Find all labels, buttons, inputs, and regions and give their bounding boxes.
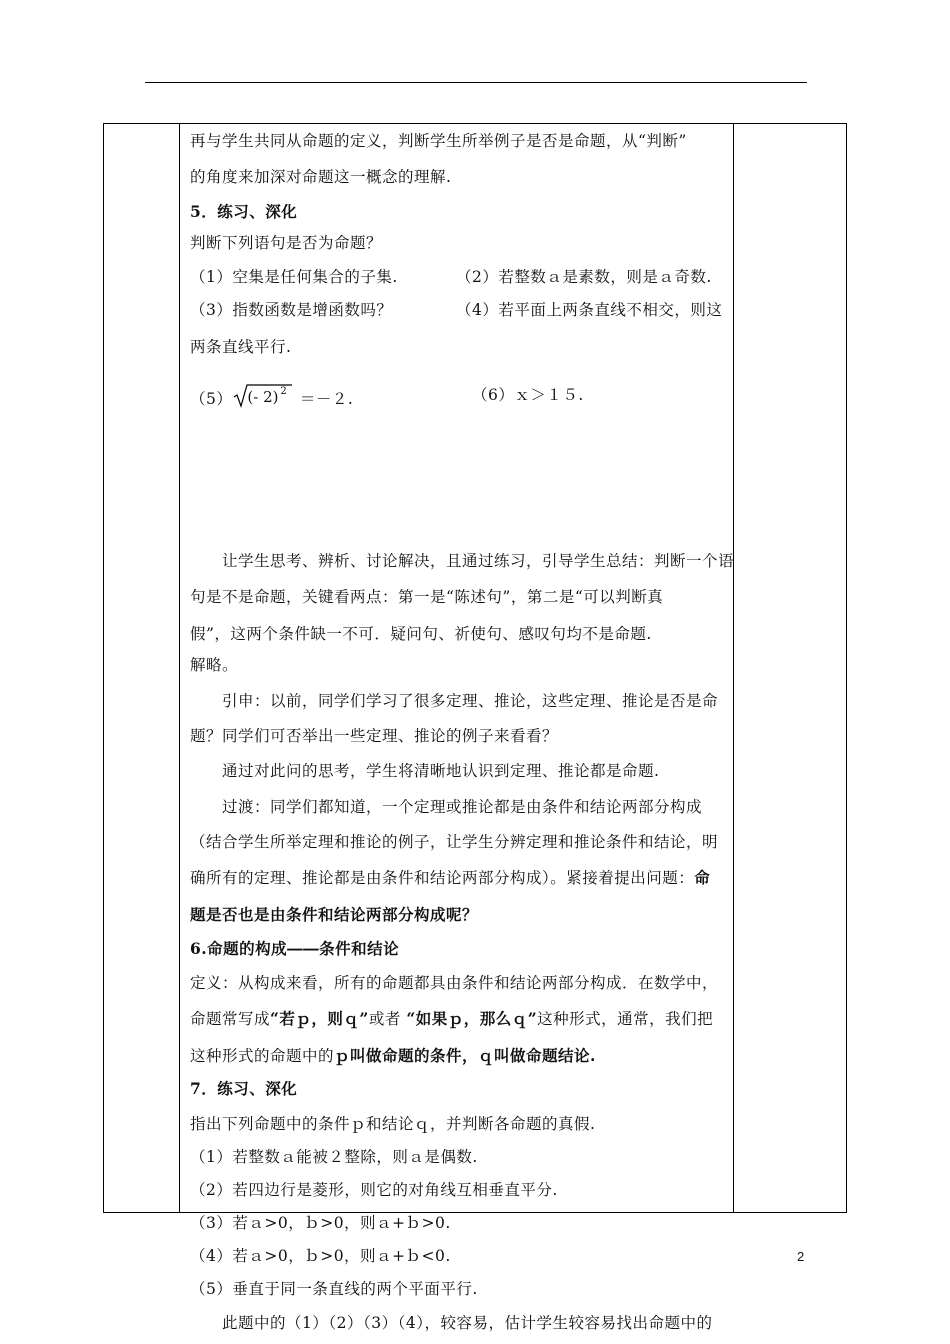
bold-span: 命 [694,868,711,887]
exercise-item: （3）若ａ>0，ｂ>0，则ａ+ｂ>0. [190,1214,451,1232]
header-rule [145,82,807,83]
text-line [190,868,710,888]
section-heading: 6.命题的构成――条件和结论 [190,939,400,958]
text-line: 句是不是命题，关键看两点：第一是“陈述句”，第二是“可以判断真 [190,588,664,606]
section-heading: 7．练习、深化 [190,1079,298,1098]
exercise-item: （6）ｘ＞１５. [472,386,584,404]
text-span: 或者 [368,1010,401,1028]
text-span: 这种形式的命题中的 [190,1047,335,1065]
bold-span: “若ｐ，则ｑ” [270,1009,369,1028]
exercise-item: （1）空集是任何集合的子集. [190,268,398,286]
exercise-item-5 [190,384,353,409]
bold-span: “如果ｐ，那么ｑ” [406,1009,538,1028]
sqrt-radicand: (- 2) [247,388,279,406]
exercise-label: （5） [190,390,233,408]
text-line: 定义：从构成来看，所有的命题都具由条件和结论两部分构成．在数学中， [190,974,719,992]
page-number: 2 [797,1249,805,1264]
text-line: 的角度来加深对命题这一概念的理解. [190,168,452,186]
text-line: 指出下列命题中的条件ｐ和结论ｑ，并判断各命题的真假. [190,1115,596,1133]
column-divider-left [179,124,180,1212]
text-line: 两条直线平行. [190,338,292,356]
text-line: 此题中的（1）（2）（3）（4），较容易，估计学生较容易找出命题中的 [222,1314,713,1332]
text-line [190,1046,596,1066]
text-line: 通过对此问的思考，学生将清晰地认识到定理、推论都是命题. [222,762,660,780]
section-heading: 5．练习、深化 [190,202,298,221]
text-line: 假”，这两个条件缺一不可．疑问句、祈使句、感叹句均不是命题. [190,625,652,643]
text-line: 引申：以前，同学们学习了很多定理、推论，这些定理、推论是否是命 [222,692,719,710]
text-line: （结合学生所举定理和推论的例子，让学生分辨定理和推论条件和结论，明 [190,833,719,851]
sqrt-expression [232,384,294,408]
text-line: 题？同学们可否举出一些定理、推论的例子来看看？ [190,727,559,745]
exercise-item: （5）垂直于同一条直线的两个平面平行. [190,1280,478,1298]
sqrt-exponent: 2 [280,386,288,397]
exercise-item: （4）若ａ>0，ｂ>0，则ａ+ｂ<0. [190,1247,451,1265]
text-line: 让学生思考、辨析、讨论解决，且通过练习，引导学生总结：判断一个语 [222,552,735,570]
exercise-item: （3）指数函数是增函数吗？ [190,301,393,319]
column-divider-right [733,124,734,1212]
text-span: 确所有的定理、推论都是由条件和结论两部分构成）。紧接着提出问题： [190,869,695,887]
text-line: 过渡：同学们都知道，一个定理或推论都是由条件和结论两部分构成 [222,798,703,816]
exercise-item: （4）若平面上两条直线不相交，则这 [456,301,723,319]
text-span: 这种形式，通常，我们把 [537,1010,714,1028]
text-line: 再与学生共同从命题的定义，判断学生所举例子是否是命题，从“判断” [190,132,687,150]
exercise-item: （2）若四边行是菱形，则它的对角线互相垂直平分. [190,1181,558,1199]
question-line: 题是否也是由条件和结论两部分构成呢？ [190,905,479,924]
bold-span: ｐ叫做命题的条件，ｑ叫做命题结论. [334,1046,596,1065]
exercise-value: ＝－２. [299,390,354,408]
lesson-table [103,123,847,1332]
text-line: 判断下列语句是否为命题？ [190,234,383,252]
text-line: 解略。 [190,656,239,674]
text-line [190,1009,713,1029]
exercise-item: （2）若整数ａ是素数，则是ａ奇数. [456,268,712,286]
text-span: 命题常写成 [190,1010,271,1028]
exercise-item: （1）若整数ａ能被２整除，则ａ是偶数. [190,1148,478,1166]
